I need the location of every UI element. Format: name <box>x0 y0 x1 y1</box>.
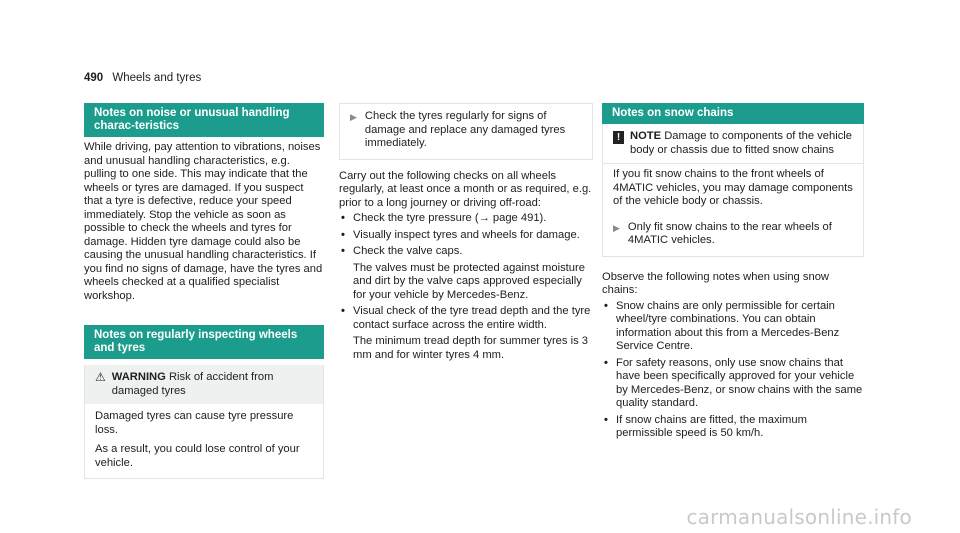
column-right <box>602 103 864 444</box>
observe-text: Observe the following notes when using snow chains: <box>602 270 829 296</box>
column-left <box>84 103 324 479</box>
page-header <box>84 72 201 84</box>
warning-title: Risk of accident from damaged tyres <box>111 371 274 397</box>
note-label: NOTE <box>630 130 662 142</box>
column-middle <box>339 103 593 365</box>
list-item: • For safety reasons, only use snow chains that have been specifically approved for your vehicle by Mercedes-Benz, or snow chains with the same quality standard. <box>602 357 864 411</box>
warning-body <box>85 404 323 478</box>
watermark: carmanualsonline.info <box>686 505 912 529</box>
noise-text: While driving, pay attention to vibrations, noises and unusual handling characteristics, e.g. pulling to one side. This may indicate that the wheels or tyres are damaged. If you suspect that a tyre is defective, reduce your speed immediately. Stop the vehicle as soon as possible to check the wheels and tyres for damage. Hidden tyre damage could also be causing the unusual handling characteristics. If you find no signs of damage, have the tyres and wheels checked at a qualified specialist workshop. <box>84 141 323 302</box>
list-item: • Check the tyre pressure (→ page 491). <box>339 212 593 226</box>
list-item-detail: The valves must be protected against moisture and dirt by the valve caps approved especially for your vehicle by Mercedes-Benz. <box>353 261 585 301</box>
checks-list <box>339 212 593 362</box>
warning-triangle-icon: ⚠ <box>95 370 106 384</box>
note-header <box>603 124 863 163</box>
list-item: • Check the valve caps. The valves must be protected against moisture and dirt by the valve caps approved especially for your vehicle by Mercedes-Benz. <box>339 245 593 302</box>
action-arrow-icon: ▶ <box>613 222 620 233</box>
list-item: • If snow chains are fitted, the maximum permissible speed is 50 km/h. <box>602 414 864 441</box>
list-item-detail: The minimum tread depth for summer tyres is 3 mm and for winter tyres 4 mm. <box>353 335 589 361</box>
warning-header <box>85 365 323 404</box>
action-text: Check the tyres regularly for signs of damage and replace any damaged tyres immediately. <box>364 110 566 149</box>
list-item: • Visual check of the tyre tread depth and the tyre contact surface across the entire width. The minimum tread depth for summer tyres is 3 mm and for winter tyres 4 mm. <box>339 305 593 362</box>
note-action <box>603 215 863 256</box>
action-arrow-icon: ▶ <box>350 112 357 122</box>
action-box <box>339 103 593 160</box>
exclamation-icon: ! <box>613 131 624 144</box>
list-item: • Snow chains are only permissible for certain wheel/tyre combinations. You can obtain information about this from a Mercedes-Benz Service Centre. <box>602 300 864 354</box>
inspect-heading: Notes on regularly inspecting wheels and tyres <box>84 325 324 359</box>
note-text: If you fit snow chains to the front wheels of 4MATIC vehicles, you may damage components of the vehicle body or chassis. <box>613 168 853 207</box>
note-action-text: Only fit snow chains to the rear wheels of 4MATIC vehicles. <box>627 220 832 246</box>
warning-text-1: Damaged tyres can cause tyre pressure loss. <box>95 410 294 436</box>
chapter-title: Wheels and tyres <box>112 72 202 84</box>
checks-intro: Carry out the following checks on all wheels regularly, at least once a month or as required, e.g. prior to a long journey or driving off-road: <box>339 169 592 209</box>
snow-heading: Notes on snow chains <box>602 103 864 124</box>
note-body <box>603 163 863 215</box>
warning-label: WARNING <box>111 371 166 383</box>
snow-chain-list <box>602 300 864 441</box>
note-box <box>602 124 864 257</box>
page-number: 490 <box>84 72 104 84</box>
note-title: Damage to components of the vehicle body or chassis due to fitted snow chains <box>630 130 852 156</box>
list-item: • Visually inspect tyres and wheels for damage. <box>339 229 593 243</box>
warning-text-2: As a result, you could lose control of your vehicle. <box>95 443 300 469</box>
noise-heading: Notes on noise or unusual handling charac-teristics <box>84 103 324 137</box>
warning-box <box>84 365 324 479</box>
